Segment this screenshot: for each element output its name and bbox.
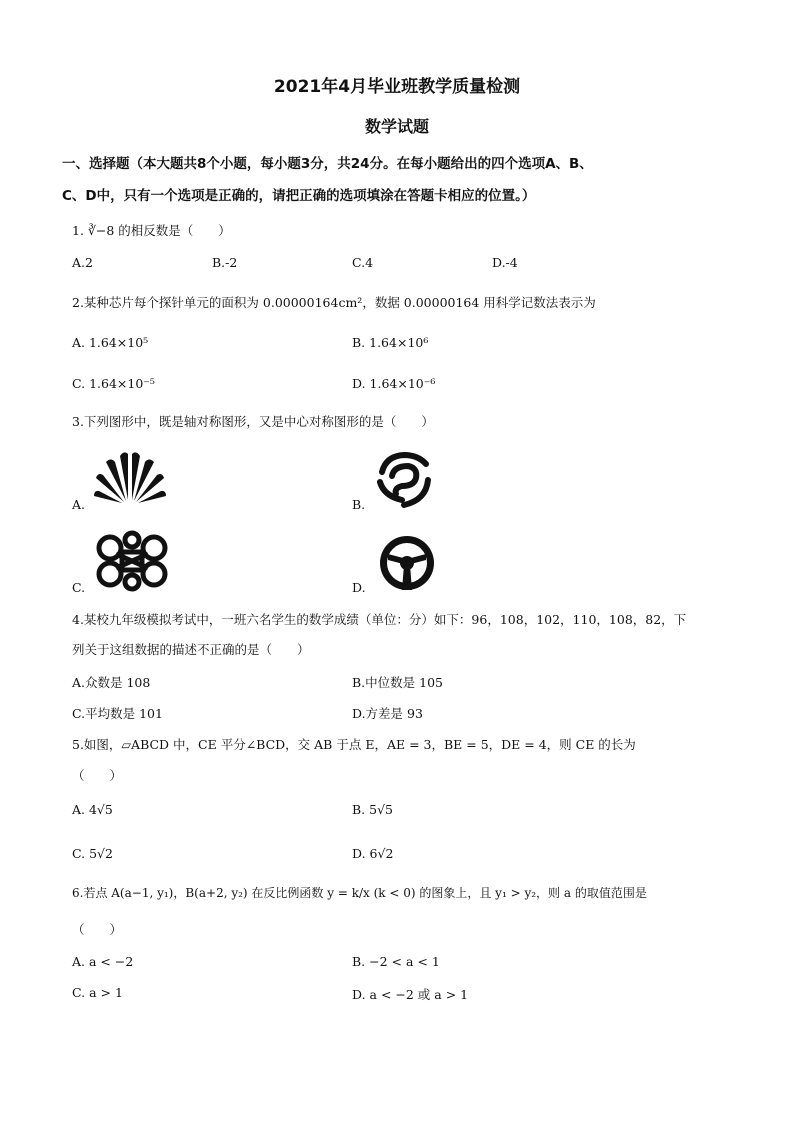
question-1-stem: 1. ∛−8 的相反数是（ ）: [72, 223, 231, 238]
q4-option-d[interactable]: D.方差是 93: [352, 706, 423, 721]
question-4-stem-line1: 4.某校九年级模拟考试中，一班六名学生的数学成绩（单位：分）如下：96，108，102，110，108，82，下: [72, 612, 687, 627]
q3-option-b[interactable]: B.: [352, 497, 366, 512]
q6-option-a[interactable]: A. a < −2: [72, 954, 134, 969]
q1-option-a[interactable]: A.2: [72, 255, 93, 270]
question-4-stem-line2: 列关于这组数据的描述不正确的是（ ）: [72, 642, 310, 657]
exam-title: 2021年4月毕业班教学质量检测: [273, 77, 521, 97]
q4-option-a[interactable]: A.众数是 108: [72, 675, 151, 690]
q4-option-c[interactable]: C.平均数是 101: [72, 706, 163, 721]
q2-option-a[interactable]: A. 1.64×10⁵: [72, 335, 149, 350]
huawei-logo-icon: [94, 448, 166, 504]
q1-option-c[interactable]: C.4: [352, 255, 374, 270]
q5-option-a[interactable]: A. 4√5: [72, 802, 113, 817]
q5-option-c[interactable]: C. 5√2: [72, 846, 113, 861]
q3-option-d[interactable]: D.: [352, 580, 366, 595]
section-heading-line2: C、D中，只有一个选项是正确的，请把正确的选项填涂在答题卡相应的位置。）: [62, 188, 536, 204]
question-2-stem: 2.某种芯片每个探针单元的面积为 0.00000164cm²，数据 0.00000164 用科学记数法表示为: [72, 295, 596, 310]
question-5-stem-line1: 5.如图，▱ABCD 中，CE 平分∠BCD，交 AB 于点 E，AE = 3，BE = 5，DE = 4，则 CE 的长为: [72, 737, 636, 752]
question-6-stem-line1: 6.若点 A(a−1, y₁)，B(a+2, y₂) 在反比例函数 y = k/x (k < 0) 的图象上，且 y₁ > y₂，则 a 的取值范围是: [72, 886, 647, 900]
q6-option-b[interactable]: B. −2 < a < 1: [352, 954, 440, 969]
q1-option-d[interactable]: D.-4: [492, 255, 518, 270]
q5-option-b[interactable]: B. 5√5: [352, 802, 394, 817]
question-3-stem: 3.下列图形中，既是轴对称图形，又是中心对称图形的是（ ）: [72, 414, 434, 429]
china-unicom-knot-icon: [92, 530, 172, 592]
section-heading-line1: 一、选择题（本大题共8个小题，每小题3分，共24分。在每小题给出的四个选项A、B、: [62, 156, 593, 172]
q6-option-d[interactable]: D. a < −2 或 a > 1: [352, 987, 469, 1002]
question-6-stem-line2: （ ）: [72, 922, 123, 937]
q3-option-a[interactable]: A.: [72, 497, 86, 512]
q4-option-b[interactable]: B.中位数是 105: [352, 675, 443, 690]
q3-option-c[interactable]: C.: [72, 580, 86, 595]
q5-option-d[interactable]: D. 6√2: [352, 846, 394, 861]
q2-option-c[interactable]: C. 1.64×10⁻⁵: [72, 376, 155, 391]
q6-option-c[interactable]: C. a > 1: [72, 985, 123, 1000]
q2-option-b[interactable]: B. 1.64×10⁶: [352, 335, 429, 350]
exam-subtitle: 数学试题: [364, 117, 429, 136]
q2-option-d[interactable]: D. 1.64×10⁻⁶: [352, 376, 436, 391]
china-mobile-logo-icon: [372, 450, 436, 510]
steering-wheel-icon: [374, 532, 440, 594]
q1-option-b[interactable]: B.-2: [212, 255, 238, 270]
question-5-stem-line2: （ ）: [72, 768, 123, 783]
